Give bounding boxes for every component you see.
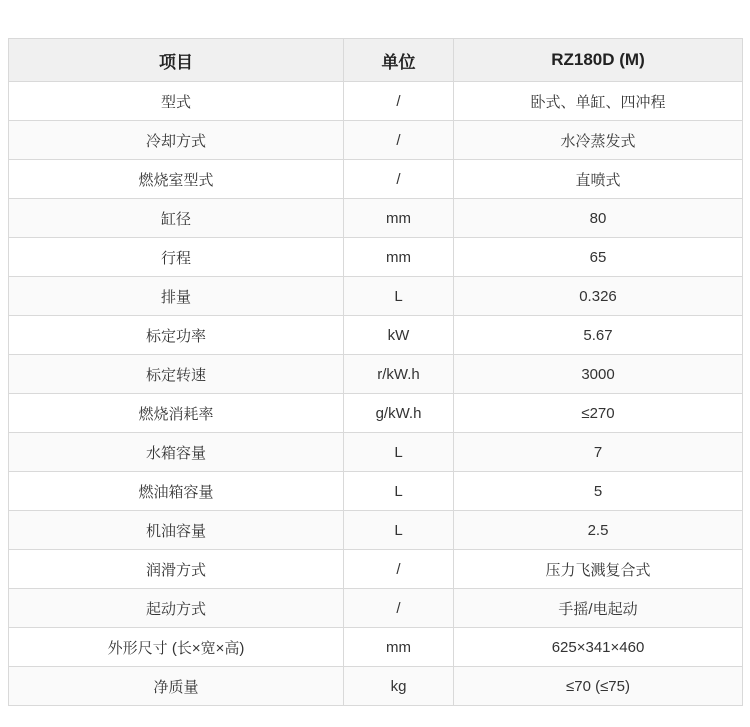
- table-row: [9, 550, 743, 589]
- table-header-row: [9, 39, 743, 82]
- cell-item: 排量: [9, 277, 344, 316]
- cell-item: 净质量: [9, 667, 344, 706]
- table-row: [9, 589, 743, 628]
- table-row: [9, 628, 743, 667]
- table-body: [9, 82, 743, 706]
- specification-table: [8, 38, 743, 706]
- table-row: [9, 82, 743, 121]
- cell-value: 65: [454, 238, 743, 277]
- cell-item: 润滑方式: [9, 550, 344, 589]
- cell-item: 燃烧消耗率: [9, 394, 344, 433]
- cell-value: 625×341×460: [454, 628, 743, 667]
- cell-unit: mm: [344, 238, 454, 277]
- cell-value: 0.326: [454, 277, 743, 316]
- cell-item: 燃油箱容量: [9, 472, 344, 511]
- table-row: [9, 121, 743, 160]
- table-row: [9, 160, 743, 199]
- cell-value: 5.67: [454, 316, 743, 355]
- column-header-item: 项目: [9, 39, 344, 82]
- cell-item: 冷却方式: [9, 121, 344, 160]
- cell-item: 缸径: [9, 199, 344, 238]
- cell-unit: kW: [344, 316, 454, 355]
- table-row: [9, 238, 743, 277]
- cell-unit: kg: [344, 667, 454, 706]
- column-header-model: RZ180D (M): [454, 39, 743, 82]
- cell-unit: mm: [344, 199, 454, 238]
- table-row: [9, 316, 743, 355]
- cell-unit: /: [344, 82, 454, 121]
- table-row: [9, 394, 743, 433]
- cell-value: 2.5: [454, 511, 743, 550]
- cell-unit: L: [344, 277, 454, 316]
- cell-item: 标定转速: [9, 355, 344, 394]
- cell-unit: L: [344, 511, 454, 550]
- cell-value: 水冷蒸发式: [454, 121, 743, 160]
- cell-unit: L: [344, 472, 454, 511]
- cell-value: 3000: [454, 355, 743, 394]
- cell-item: 起动方式: [9, 589, 344, 628]
- cell-item: 行程: [9, 238, 344, 277]
- column-header-unit: 单位: [344, 39, 454, 82]
- cell-item: 型式: [9, 82, 344, 121]
- cell-item: 水箱容量: [9, 433, 344, 472]
- cell-unit: /: [344, 121, 454, 160]
- cell-value: 7: [454, 433, 743, 472]
- cell-unit: L: [344, 433, 454, 472]
- table-row: [9, 277, 743, 316]
- table-row: [9, 355, 743, 394]
- cell-item: 燃烧室型式: [9, 160, 344, 199]
- table-row: [9, 667, 743, 706]
- cell-value: ≤270: [454, 394, 743, 433]
- cell-unit: /: [344, 589, 454, 628]
- cell-value: ≤70 (≤75): [454, 667, 743, 706]
- cell-value: 5: [454, 472, 743, 511]
- table-row: [9, 433, 743, 472]
- cell-item: 外形尺寸 (长×宽×高): [9, 628, 344, 667]
- cell-item: 机油容量: [9, 511, 344, 550]
- cell-value: 直喷式: [454, 160, 743, 199]
- cell-unit: /: [344, 160, 454, 199]
- cell-value: 卧式、单缸、四冲程: [454, 82, 743, 121]
- table-row: [9, 199, 743, 238]
- cell-value: 压力飞溅复合式: [454, 550, 743, 589]
- cell-item: 标定功率: [9, 316, 344, 355]
- cell-value: 手摇/电起动: [454, 589, 743, 628]
- cell-unit: mm: [344, 628, 454, 667]
- cell-unit: g/kW.h: [344, 394, 454, 433]
- table-row: [9, 511, 743, 550]
- table-header: [9, 39, 743, 82]
- table-row: [9, 472, 743, 511]
- cell-unit: r/kW.h: [344, 355, 454, 394]
- cell-unit: /: [344, 550, 454, 589]
- cell-value: 80: [454, 199, 743, 238]
